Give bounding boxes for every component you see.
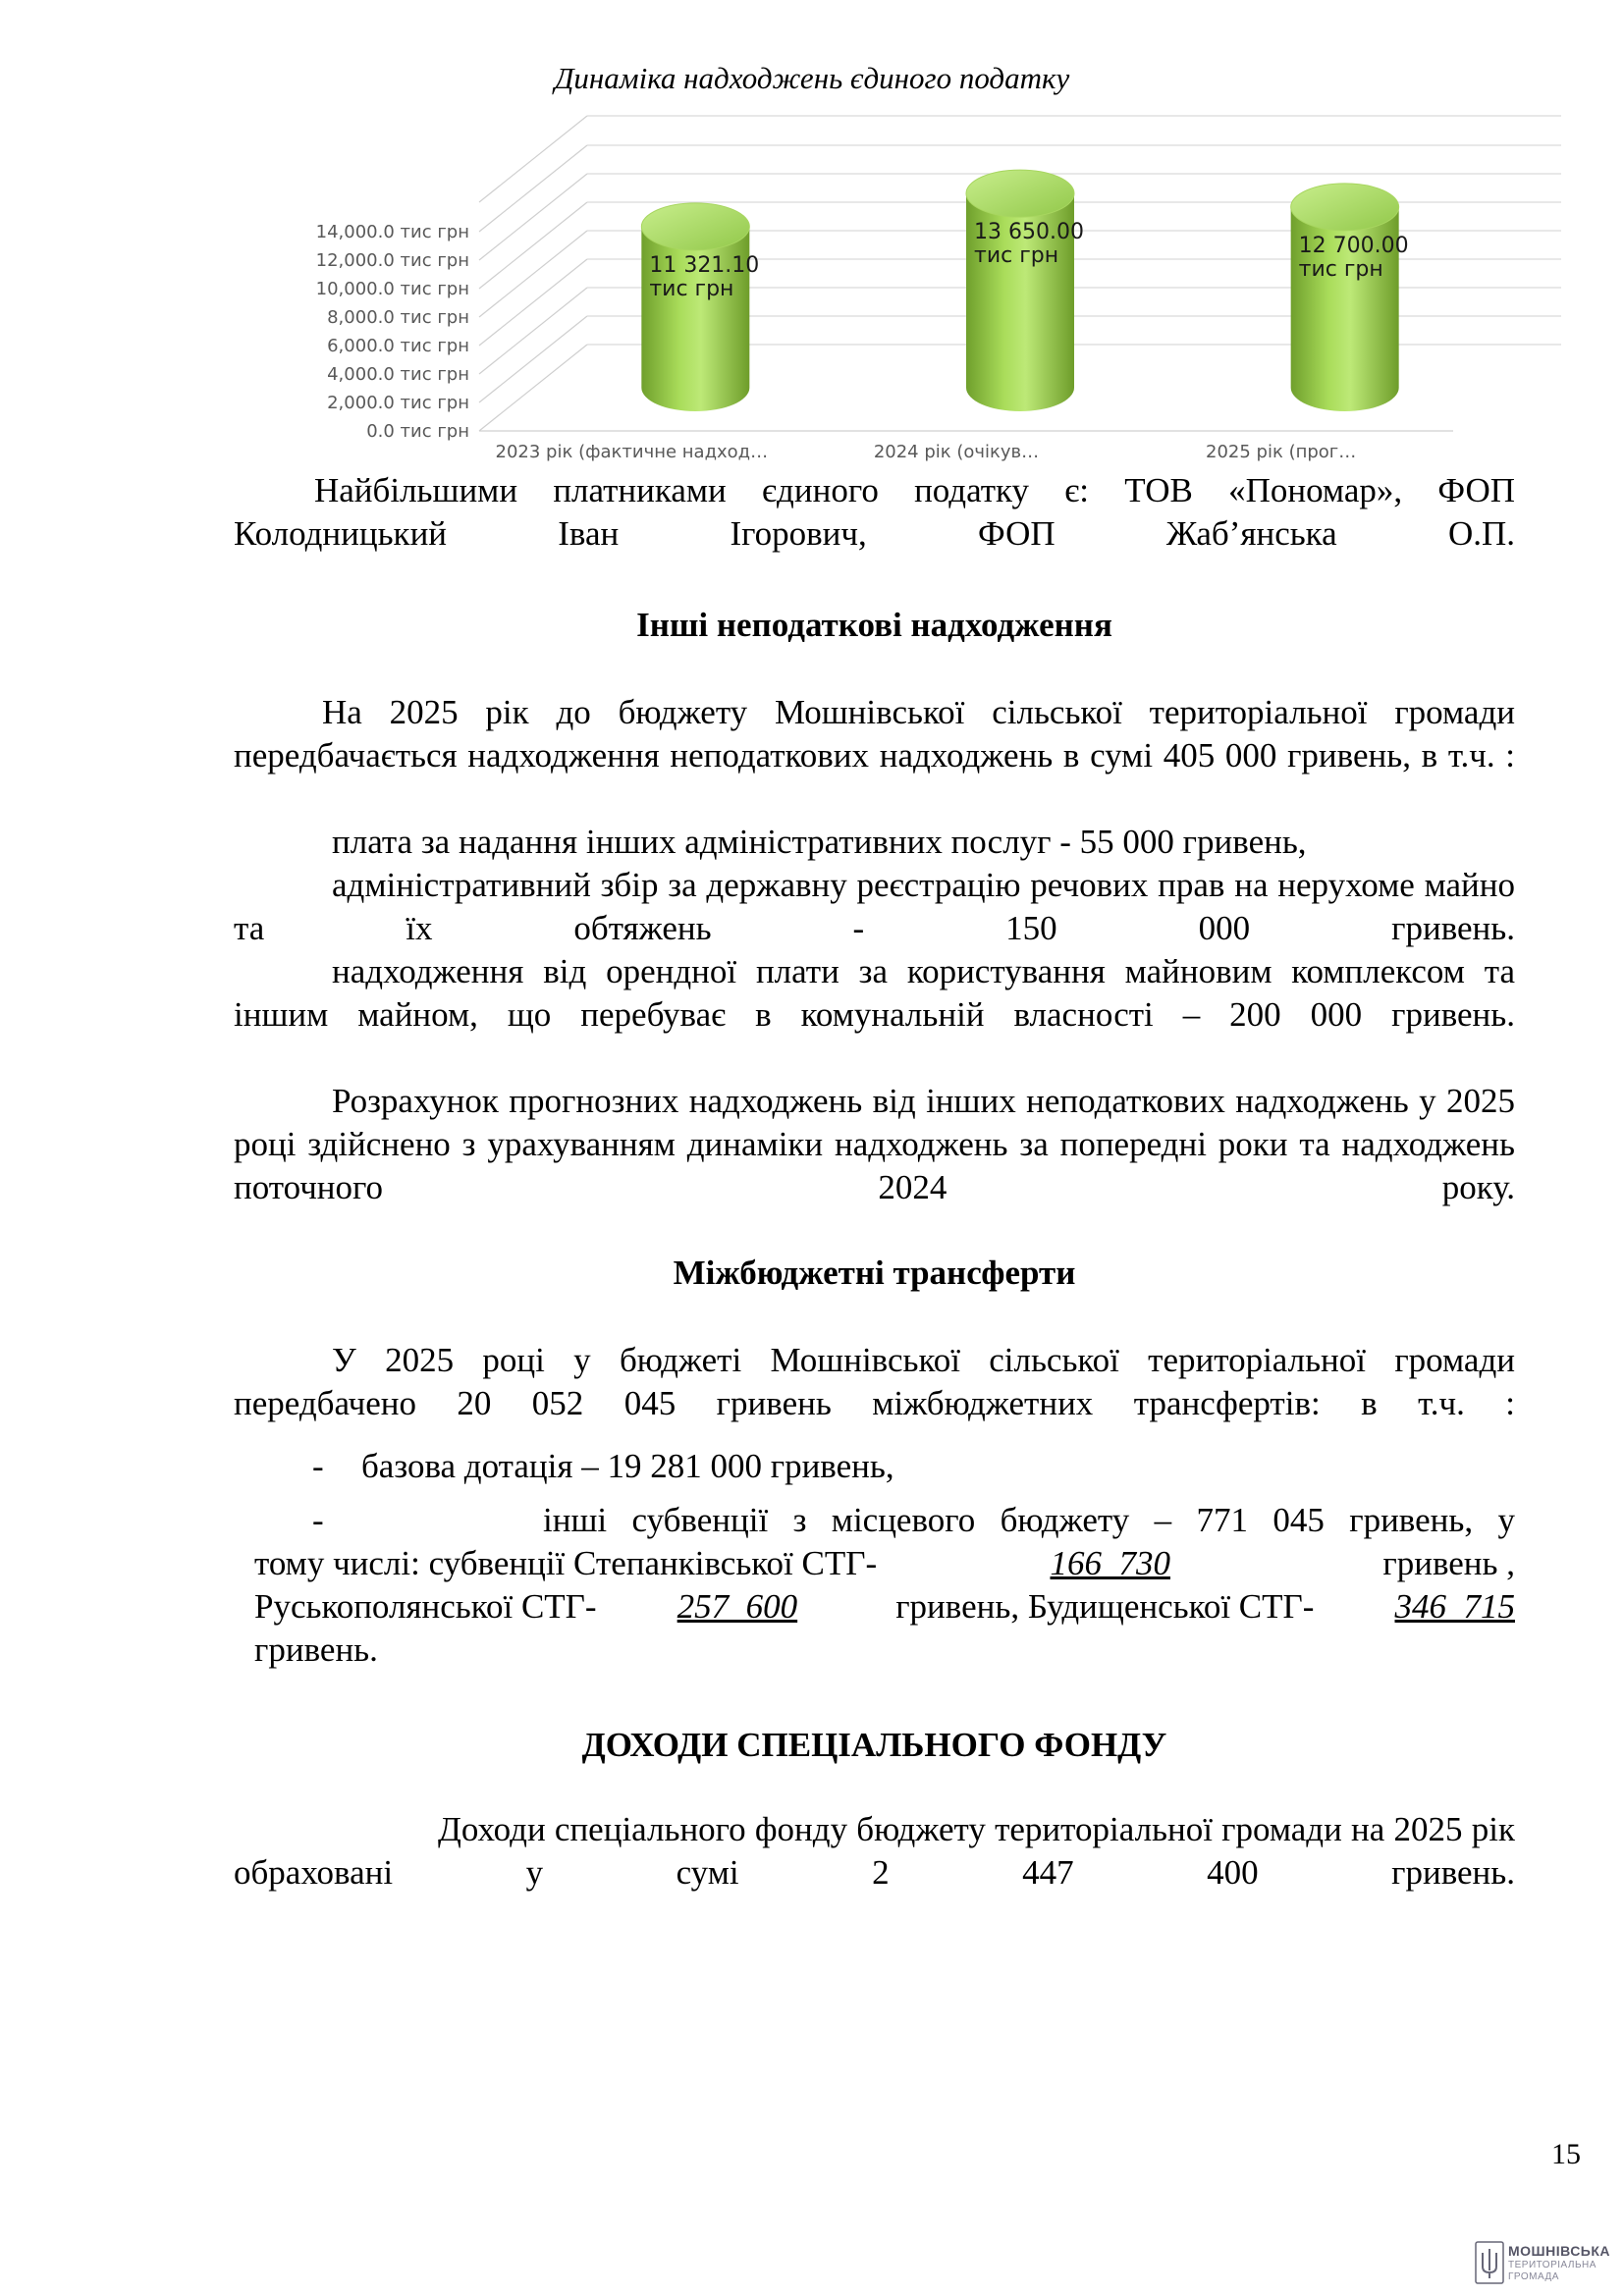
other-item-1: плата за надання інших адміністративних послуг - 55 000 гривень, bbox=[332, 823, 1307, 861]
data-label-unit: тис грн bbox=[649, 276, 734, 301]
y-tick-label: 2,000.0 тис грн bbox=[327, 393, 469, 413]
ruskopolianska-amount: 257 600 bbox=[677, 1587, 798, 1626]
y-tick-label: 10,000.0 тис грн bbox=[315, 279, 469, 299]
other-intro-paragraph: На 2025 рік до бюджету Мошнівської сільської територіальної громади передбачається надходження неподаткових надходжень в сумі 405 000 гривень, в т.ч. : bbox=[234, 693, 1515, 774]
data-label-value: 11 321.10 bbox=[649, 252, 760, 278]
base-subsidy-dash: - bbox=[312, 1447, 324, 1485]
x-category-label: 2024 рік (очікув… bbox=[873, 442, 1040, 462]
ruskopolianska-label: Руськополянської СТГ- bbox=[254, 1587, 597, 1626]
subventions-line-2 bbox=[254, 1542, 1515, 1585]
y-tick-label: 0.0 тис грн bbox=[366, 421, 469, 442]
bar-top bbox=[1291, 184, 1399, 231]
base-subsidy-line: базова дотація – 19 281 000 гривень, bbox=[361, 1447, 894, 1485]
x-category-label: 2025 рік (прог… bbox=[1206, 442, 1357, 462]
heading-transfers: Міжбюджетні трансферти bbox=[673, 1254, 1076, 1292]
y-tick-label: 8,000.0 тис грн bbox=[327, 307, 469, 328]
data-label-unit: тис грн bbox=[974, 243, 1059, 269]
grid-diagonal bbox=[479, 231, 587, 317]
data-label-value: 13 650.00 bbox=[974, 220, 1084, 245]
logo-line-3: ГРОМАДА bbox=[1508, 2271, 1559, 2282]
logo-line-2: ТЕРИТОРІАЛЬНА bbox=[1508, 2260, 1597, 2270]
transfers-intro-paragraph: У 2025 році у бюджеті Мошнівської сільської територіальної громади передбачено 20 052 045 гривень міжбюджетних трансфертів: в т.ч. : bbox=[234, 1341, 1515, 1422]
payers-paragraph: Найбільшими платниками єдиного податку є: ТОВ «Пономар», ФОП Колодницький Іван Ігорович, ФОП Жаб’янська О.П. bbox=[234, 471, 1515, 553]
other-calc-paragraph: Розрахунок прогнозних надходжень від інших неподаткових надходжень у 2025 році здійснено з урахуванням динаміки надходжень за попередні роки та надходжень поточного 2024 року. bbox=[234, 1082, 1515, 1206]
y-tick-label: 4,000.0 тис грн bbox=[327, 364, 469, 385]
bar-top bbox=[641, 203, 749, 250]
grid-diagonal bbox=[479, 345, 587, 431]
budyshchenska-amount: 346 715 bbox=[1394, 1587, 1515, 1626]
special-fund-paragraph: Доходи спеціального фонду бюджету територіальної громади на 2025 рік обраховані у сумі 2 447 400 гривень. bbox=[234, 1810, 1515, 1892]
subventions-text: тому числі: субвенції Степанківської СТГ- bbox=[254, 1544, 878, 1582]
heading-other-nontax: Інші неподаткові надходження bbox=[636, 606, 1112, 644]
underline-gap bbox=[797, 1585, 815, 1629]
subventions-line-4: гривень. bbox=[254, 1630, 378, 1669]
x-category-label: 2023 рік (фактичне надход… bbox=[495, 442, 769, 462]
underline-gap bbox=[1170, 1542, 1210, 1585]
trident-icon bbox=[1475, 2241, 1504, 2284]
ruskopolianska-amount-wrap bbox=[677, 1585, 816, 1629]
community-logo bbox=[1475, 2241, 1622, 2284]
y-tick-label: 6,000.0 тис грн bbox=[327, 336, 469, 356]
data-label-value: 12 700.00 bbox=[1298, 233, 1409, 258]
heading-special-fund: ДОХОДИ СПЕЦІАЛЬНОГО ФОНДУ bbox=[581, 1726, 1167, 1764]
grid-diagonal bbox=[479, 259, 587, 346]
subventions-stepankivska bbox=[1050, 1542, 1210, 1585]
chart-title: Динаміка надходжень єдиного податку bbox=[554, 61, 1070, 95]
grid-diagonal bbox=[479, 202, 587, 289]
grid-diagonal bbox=[479, 174, 587, 260]
stepankivska-amount: 166 730 bbox=[1050, 1544, 1170, 1582]
other-item-2: адміністративний збір за державну реєстрацію речових прав на нерухоме майно та їх обтяжень - 150 000 гривень. bbox=[234, 866, 1515, 947]
unified-tax-chart bbox=[0, 0, 1624, 471]
y-tick-label: 12,000.0 тис грн bbox=[315, 250, 469, 271]
page-number: 15 bbox=[1551, 2138, 1581, 2170]
subventions-line-1: інші субвенції з місцевого бюджету – 771 045 гривень, у bbox=[543, 1501, 1515, 1539]
subventions-unit: гривень , bbox=[1382, 1544, 1515, 1582]
subventions-line-3 bbox=[254, 1585, 1515, 1629]
data-label-unit: тис грн bbox=[1298, 256, 1383, 282]
grid-diagonal bbox=[479, 116, 587, 202]
grid-diagonal bbox=[479, 145, 587, 232]
bar-top bbox=[966, 170, 1074, 217]
subventions-dash: - bbox=[312, 1501, 324, 1539]
logo-line-1: МОШНІВСЬКА bbox=[1508, 2243, 1611, 2259]
grid-diagonal bbox=[479, 288, 587, 374]
other-item-3: надходження від орендної плати за користування майновим комплексом та іншим майном, що перебуває в комунальній власності – 200 000 гривень. bbox=[234, 952, 1515, 1034]
grid-diagonal bbox=[479, 316, 587, 402]
y-tick-label: 14,000.0 тис грн bbox=[315, 222, 469, 242]
budyshchenska-label: гривень, Будищенської СТГ- bbox=[895, 1587, 1315, 1626]
